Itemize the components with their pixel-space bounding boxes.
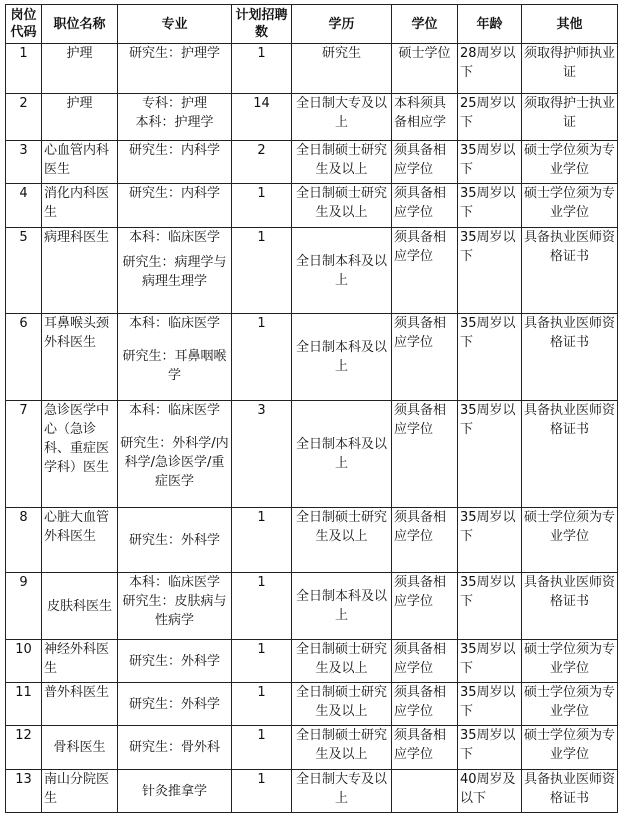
cell-code: 4	[6, 184, 42, 228]
cell-education: 研究生	[292, 44, 392, 94]
major-line: 研究生：皮肤病与性病学	[122, 594, 227, 628]
cell-other: 硕士学位须为专业学位	[522, 508, 618, 573]
cell-major	[118, 184, 232, 228]
cell-degree	[392, 770, 458, 813]
cell-other: 须取得护师执业证	[522, 44, 618, 94]
cell-major	[118, 228, 232, 314]
major-line: 研究生：耳鼻咽喉学	[122, 349, 227, 383]
cell-degree: 须具备相应学位	[392, 401, 458, 508]
cell-major	[118, 726, 232, 770]
cell-age: 35周岁以下	[458, 401, 522, 508]
major-line: 研究生：骨外科	[128, 740, 220, 755]
cell-age: 35周岁以下	[458, 314, 522, 401]
table-row	[6, 573, 618, 640]
cell-count: 1	[232, 770, 292, 813]
header-education: 学历	[292, 5, 392, 44]
cell-count: 3	[232, 401, 292, 508]
cell-major	[118, 508, 232, 573]
table-row	[6, 314, 618, 401]
cell-other: 具备执业医师资格证书	[522, 401, 618, 508]
cell-major	[118, 141, 232, 184]
cell-major	[118, 683, 232, 726]
table-row	[6, 770, 618, 813]
cell-other: 须取得护士执业证	[522, 94, 618, 141]
cell-education: 全日制硕士研究生及以上	[292, 184, 392, 228]
major-line: 研究生：病理学与病理生理学	[122, 255, 227, 289]
cell-education: 全日制大专及以上	[292, 770, 392, 813]
cell-age: 25周岁以下	[458, 94, 522, 141]
cell-position: 神经外科医生	[42, 640, 118, 683]
cell-code: 2	[6, 94, 42, 141]
cell-degree: 须具备相应学位	[392, 141, 458, 184]
cell-position: 护理	[42, 94, 118, 141]
cell-code: 11	[6, 683, 42, 726]
major-line: 本科：临床医学	[128, 403, 220, 418]
cell-education: 全日制大专及以上	[292, 94, 392, 141]
cell-major	[118, 573, 232, 640]
cell-code: 6	[6, 314, 42, 401]
header-degree: 学位	[392, 5, 458, 44]
table-row	[6, 228, 618, 314]
major-line: 研究生：外科学	[128, 696, 220, 712]
cell-age: 28周岁以下	[458, 44, 522, 94]
cell-position: 病理科医生	[42, 228, 118, 314]
cell-age: 35周岁以下	[458, 508, 522, 573]
cell-code: 5	[6, 228, 42, 314]
cell-count: 1	[232, 228, 292, 314]
cell-age: 35周岁以下	[458, 726, 522, 770]
cell-count: 1	[232, 573, 292, 640]
cell-degree: 须具备相应学位	[392, 228, 458, 314]
cell-degree: 须具备相应学位	[392, 683, 458, 726]
cell-age: 35周岁以下	[458, 640, 522, 683]
recruitment-table	[5, 4, 618, 813]
cell-count: 1	[232, 683, 292, 726]
table-row	[6, 44, 618, 94]
major-line: 本科：临床医学	[128, 230, 220, 245]
cell-code: 3	[6, 141, 42, 184]
cell-major	[118, 401, 232, 508]
cell-code: 10	[6, 640, 42, 683]
cell-degree: 须具备相应学位	[392, 314, 458, 401]
major-line: 专科：护理	[141, 96, 207, 111]
cell-degree: 硕士学位	[392, 44, 458, 94]
cell-other: 硕士学位须为专业学位	[522, 640, 618, 683]
major-line: 研究生：外科学	[128, 532, 220, 548]
cell-other: 具备执业医师资格证书	[522, 770, 618, 813]
cell-major	[118, 94, 232, 141]
cell-age: 35周岁以下	[458, 228, 522, 314]
major-line: 研究生：外科学	[128, 653, 220, 669]
cell-major	[118, 44, 232, 94]
cell-other: 硕士学位须为专业学位	[522, 141, 618, 184]
cell-degree: 须具备相应学位	[392, 508, 458, 573]
major-line: 针灸推拿学	[141, 783, 207, 799]
cell-degree: 须具备相应学位	[392, 726, 458, 770]
cell-other: 具备执业医师资格证书	[522, 228, 618, 314]
cell-position: 护理	[42, 44, 118, 94]
major-line: 研究生：内科学	[128, 186, 220, 201]
cell-other: 具备执业医师资格证书	[522, 314, 618, 401]
header-code: 岗位代码	[6, 5, 42, 44]
cell-age: 35周岁以下	[458, 184, 522, 228]
cell-count: 1	[232, 640, 292, 683]
cell-education: 全日制硕士研究生及以上	[292, 640, 392, 683]
cell-count: 1	[232, 314, 292, 401]
cell-age: 35周岁以下	[458, 573, 522, 640]
cell-count: 14	[232, 94, 292, 141]
cell-age: 40周岁及以下	[458, 770, 522, 813]
table-row	[6, 508, 618, 573]
cell-education: 全日制硕士研究生及以上	[292, 683, 392, 726]
cell-major	[118, 640, 232, 683]
cell-position: 骨科医生	[42, 726, 118, 770]
table-row	[6, 640, 618, 683]
cell-degree: 须具备相应学位	[392, 184, 458, 228]
table-row	[6, 141, 618, 184]
cell-other: 硕士学位须为专业学位	[522, 184, 618, 228]
cell-position: 皮肤科医生	[42, 573, 118, 640]
cell-education: 全日制硕士研究生及以上	[292, 141, 392, 184]
cell-age: 35周岁以下	[458, 141, 522, 184]
header-other: 其他	[522, 5, 618, 44]
cell-code: 12	[6, 726, 42, 770]
table-row	[6, 683, 618, 726]
cell-code: 9	[6, 573, 42, 640]
cell-major	[118, 770, 232, 813]
cell-count: 1	[232, 44, 292, 94]
cell-education: 全日制本科及以上	[292, 314, 392, 401]
cell-position: 南山分院医生	[42, 770, 118, 813]
table-row	[6, 726, 618, 770]
cell-count: 2	[232, 141, 292, 184]
cell-code: 7	[6, 401, 42, 508]
major-line: 研究生：内科学	[128, 143, 220, 158]
cell-count: 1	[232, 508, 292, 573]
major-line: 本科：临床医学	[128, 316, 220, 331]
cell-major	[118, 314, 232, 401]
cell-education: 全日制本科及以上	[292, 573, 392, 640]
header-age: 年龄	[458, 5, 522, 44]
header-count: 计划招聘数	[232, 5, 292, 44]
cell-position: 耳鼻喉头颈外科医生	[42, 314, 118, 401]
major-line: 本科：临床医学	[128, 575, 220, 590]
table-row	[6, 94, 618, 141]
cell-other: 硕士学位须为专业学位	[522, 683, 618, 726]
cell-degree: 须具备相应学位	[392, 573, 458, 640]
cell-education: 全日制硕士研究生及以上	[292, 508, 392, 573]
cell-other: 硕士学位须为专业学位	[522, 726, 618, 770]
cell-age: 35周岁以下	[458, 683, 522, 726]
cell-education: 全日制本科及以上	[292, 401, 392, 508]
cell-degree: 须具备相应学位	[392, 640, 458, 683]
header-major: 专业	[118, 5, 232, 44]
major-line: 本科：护理学	[135, 115, 214, 130]
cell-position: 心脏大血管外科医生	[42, 508, 118, 573]
major-line: 研究生：外科学/内科学/急诊医学/重症医学	[120, 436, 229, 489]
major-line: 研究生：护理学	[128, 46, 220, 61]
cell-other: 具备执业医师资格证书	[522, 573, 618, 640]
cell-education: 全日制本科及以上	[292, 228, 392, 314]
table-row	[6, 401, 618, 508]
cell-position: 急诊医学中心（急诊科、重症医学科）医生	[42, 401, 118, 508]
cell-position: 普外科医生	[42, 683, 118, 726]
cell-count: 1	[232, 726, 292, 770]
cell-code: 8	[6, 508, 42, 573]
header-row	[6, 5, 618, 44]
cell-position: 消化内科医生	[42, 184, 118, 228]
cell-code: 1	[6, 44, 42, 94]
cell-degree: 本科须具备相应学	[392, 94, 458, 141]
header-position: 职位名称	[42, 5, 118, 44]
cell-education: 全日制硕士研究生及以上	[292, 726, 392, 770]
cell-code: 13	[6, 770, 42, 813]
table-row	[6, 184, 618, 228]
cell-count: 1	[232, 184, 292, 228]
cell-position: 心血管内科医生	[42, 141, 118, 184]
